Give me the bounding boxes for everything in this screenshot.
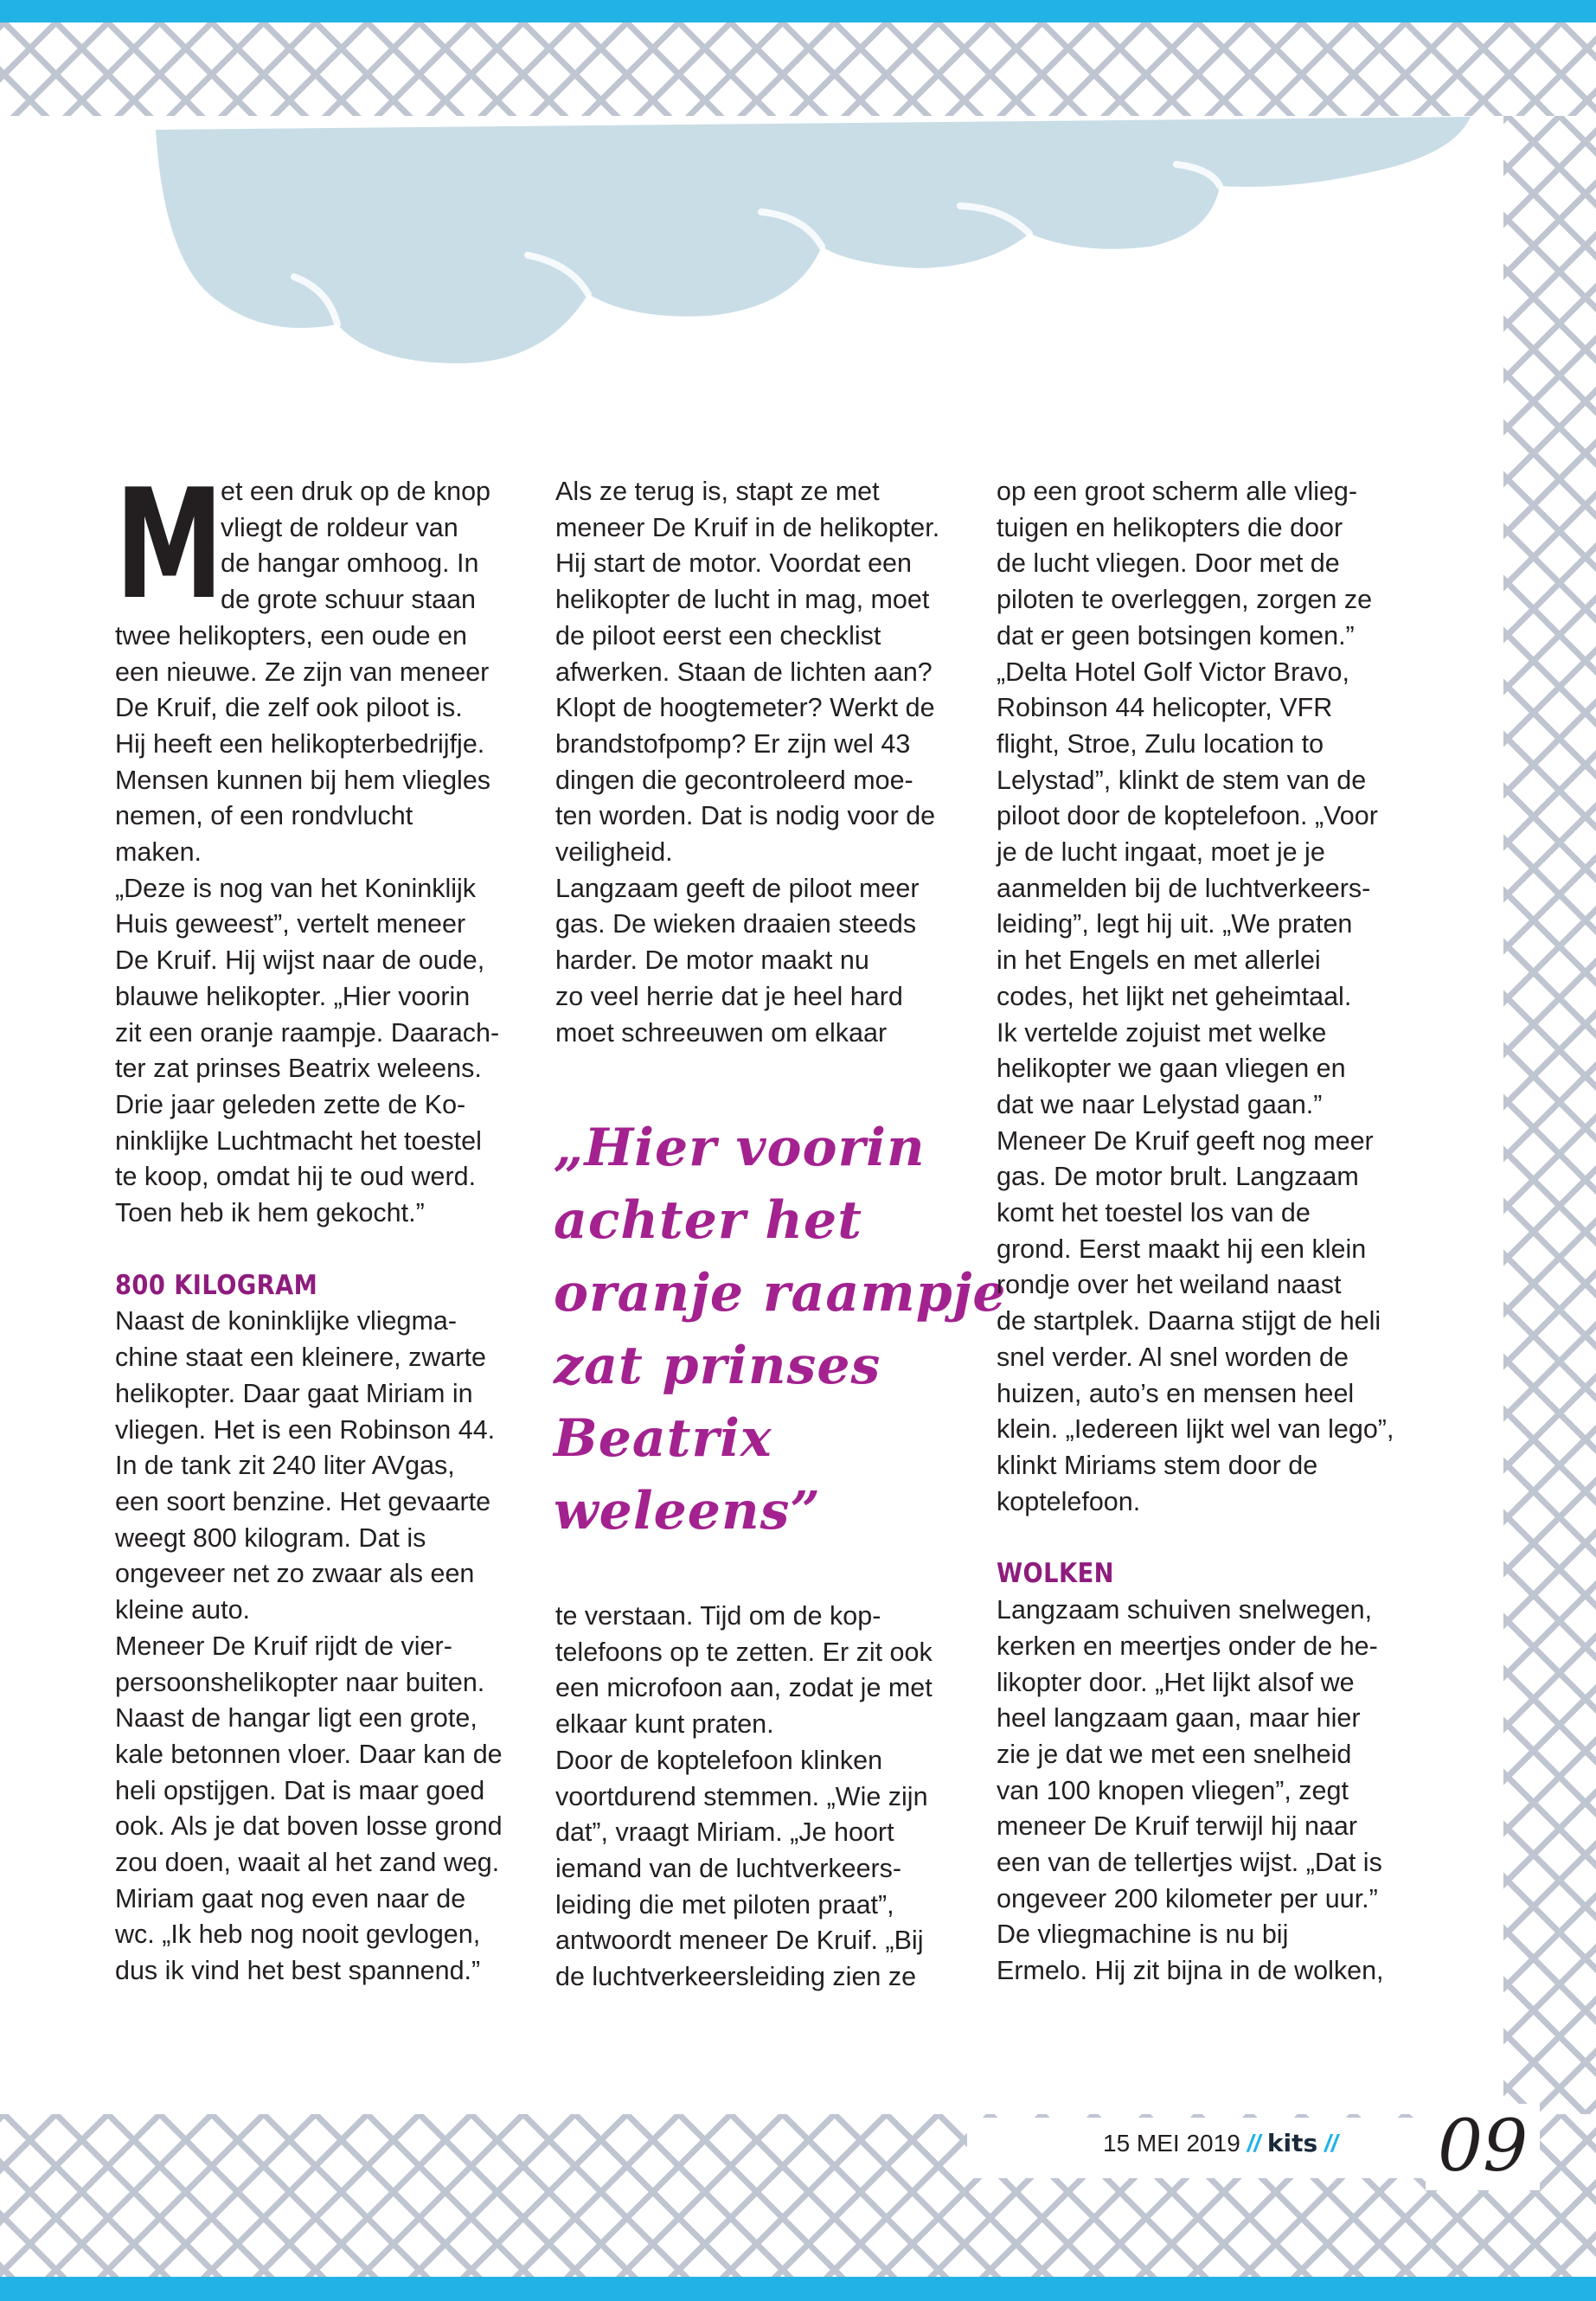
text-line: codes, het lijkt net geheimtaal. [997, 981, 1352, 1011]
text-line: klein. „Iedereen lijkt wel van lego”, [997, 1414, 1394, 1445]
text-line: Robinson 44 helicopter, VFR [997, 693, 1333, 723]
magazine-brand: kits [1266, 2129, 1318, 2157]
text-line: meneer De Kruif terwijl hij naar [997, 1811, 1357, 1842]
text-line: zie je dat we met een snelheid [997, 1739, 1352, 1769]
pull-quote-line: weleens” [554, 1481, 821, 1541]
text-line: zit een oranje raampje. Daarach- [115, 1017, 500, 1048]
text-line: heel langzaam gaan, maar hier [997, 1703, 1361, 1734]
text-line: vliegen. Het is een Robinson 44. [115, 1414, 496, 1445]
text-line: zou doen, waait al het zand weg. [115, 1848, 500, 1878]
text-line: een nieuwe. Ze zijn van meneer [115, 657, 490, 687]
text-line: flight, Stroe, Zulu location to [997, 728, 1324, 759]
text-line: Hij start de motor. Voordat een [555, 548, 912, 579]
text-line: Ik vertelde zojuist met welke [997, 1017, 1327, 1048]
page-number: 09 [1426, 2104, 1540, 2190]
text-line: persoonshelikopter naar buiten. [115, 1667, 485, 1697]
text-line: rondje over het weiland naast [997, 1270, 1342, 1300]
text-line: kerken en meertjes onder de he- [997, 1631, 1378, 1661]
drop-cap: M [115, 458, 224, 633]
text-line: iemand van de luchtverkeers- [555, 1853, 902, 1883]
text-line: kleine auto. [115, 1595, 250, 1625]
text-line: Meneer De Kruif rijdt de vier- [115, 1631, 452, 1661]
text-line: Hij heeft een helikopterbedrijfje. [115, 728, 485, 759]
text-line: van 100 knopen vliegen”, zegt [997, 1775, 1349, 1805]
text-line: aanmelden bij de luchtverkeers- [997, 873, 1371, 903]
text-line: de luchtverkeersleiding zien ze [555, 1962, 917, 1992]
text-line: Ermelo. Hij zit bijna in de wolken, [997, 1956, 1384, 1986]
text-line: likopter door. „Het lijkt alsof we [997, 1667, 1355, 1697]
text-line: Meneer De Kruif geeft nog meer [997, 1125, 1374, 1156]
text-line: Door de koptelefoon klinken [555, 1745, 883, 1775]
text-line: Als ze terug is, stapt ze met [555, 477, 880, 506]
text-line: de hangar omhoog. In [221, 548, 479, 579]
text-line: weegt 800 kilogram. Dat is [115, 1522, 426, 1553]
text-line: Huis geweest”, vertelt meneer [115, 909, 466, 939]
text-line: koptelefoon. [997, 1486, 1141, 1516]
text-line: De vliegmachine is nu bij [997, 1920, 1289, 1950]
text-line: grond. Eerst maakt hij een klein [997, 1234, 1367, 1264]
text-line: nemen, of een rondvlucht [115, 801, 413, 831]
text-line: Langzaam geeft de piloot meer [555, 873, 920, 903]
text-line: dat”, vraagt Miriam. „Je hoort [555, 1817, 894, 1848]
text-line: vliegt de roldeur van [221, 512, 458, 542]
text-line: je de lucht ingaat, moet je je [997, 837, 1325, 868]
text-line: kale betonnen vloer. Daar kan de [115, 1739, 503, 1769]
text-line: de piloot eerst een checklist [555, 620, 881, 651]
pull-quote-line: zat prinses [554, 1336, 881, 1396]
text-line: Toen heb ik hem gekocht.” [115, 1198, 425, 1228]
text-line: Miriam gaat nog even naar de [115, 1883, 466, 1913]
text-line: een van de tellertjes wijst. „Dat is [997, 1848, 1382, 1878]
text-line: et een druk op de knop [221, 477, 491, 506]
article-column-1 [115, 458, 539, 1990]
text-line: afwerken. Staan de lichten aan? [555, 657, 933, 687]
text-line: klinkt Miriams stem door de [997, 1450, 1318, 1480]
text-line: moet schreeuwen om elkaar [555, 1017, 888, 1048]
text-line: helikopter we gaan vliegen en [997, 1054, 1346, 1084]
text-line: ten worden. Dat is nodig voor de [555, 801, 936, 831]
pull-quote-line: achter het [554, 1190, 862, 1251]
article-column-2-continued [555, 1599, 979, 1996]
text-line: in het Engels en met allerlei [997, 945, 1321, 976]
text-line: De Kruif, die zelf ook piloot is. [115, 693, 463, 723]
cloud-illustration [138, 104, 1488, 381]
text-line: wc. „Ik heb nog nooit gevlogen, [115, 1920, 481, 1950]
top-accent-bar [0, 0, 1596, 22]
subheading-800-kilogram: 800 KILOGRAM [115, 1269, 318, 1301]
bottom-accent-bar [0, 2277, 1596, 2301]
text-line: antwoordt meneer De Kruif. „Bij [555, 1926, 924, 1956]
chevron-border-right [1503, 116, 1596, 2114]
text-line: heli opstijgen. Dat is maar goed [115, 1775, 485, 1805]
text-line: „Deze is nog van het Koninklijk [115, 873, 477, 903]
text-line: De Kruif. Hij wijst naar de oude, [115, 945, 485, 976]
text-line: zo veel herrie dat je heel hard [555, 981, 903, 1011]
text-line: de lucht vliegen. Door met de [997, 548, 1340, 579]
text-line: Naast de koninklijke vliegma- [115, 1306, 457, 1336]
text-line: brandstofpomp? Er zijn wel 43 [555, 728, 911, 759]
text-line: ook. Als je dat boven losse grond [115, 1811, 503, 1842]
chevron-border-top [0, 22, 1596, 116]
text-line: snel verder. Al snel worden de [997, 1342, 1349, 1372]
pull-quote-line: oranje raampje [554, 1263, 1007, 1324]
text-line: ninklijke Luchtmacht het toestel [115, 1125, 482, 1156]
text-line: op een groot scherm alle vlieg- [997, 477, 1358, 506]
text-line: Lelystad”, klinkt de stem van de [997, 765, 1367, 795]
text-line: te verstaan. Tijd om de kop- [555, 1601, 881, 1631]
text-line: Naast de hangar ligt een grote, [115, 1703, 478, 1734]
text-line: dingen die gecontroleerd moe- [555, 765, 913, 795]
text-line: de grote schuur staan [221, 585, 477, 615]
subheading-wolken: WOLKEN [997, 1558, 1114, 1590]
text-line: helikopter de lucht in mag, moet [555, 585, 930, 615]
pull-quote-line: Beatrix [554, 1408, 772, 1469]
text-line: een soort benzine. Het gevaarte [115, 1486, 491, 1516]
text-line: piloten te overleggen, zorgen ze [997, 585, 1373, 615]
text-line: Langzaam schuiven snelwegen, [997, 1595, 1373, 1625]
text-line: ter zat prinses Beatrix weleens. [115, 1054, 482, 1084]
text-line: dat er geen botsingen komen.” [997, 620, 1355, 651]
text-line: In de tank zit 240 liter AVgas, [115, 1451, 455, 1481]
footer-separator: // [1324, 2130, 1338, 2157]
page-footer [1103, 2126, 1338, 2161]
text-line: te koop, omdat hij te oud werd. [115, 1162, 477, 1192]
text-line: huizen, auto’s en mensen heel [997, 1378, 1355, 1408]
text-line: gas. De wieken draaien steeds [555, 909, 917, 939]
text-line: dus ik vind het best spannend.” [115, 1956, 481, 1986]
text-line: een microfoon aan, zodat je met [555, 1673, 933, 1703]
text-line: chine staat een kleinere, zwarte [115, 1343, 486, 1373]
text-line: tuigen en helikopters die door [997, 512, 1343, 542]
footer-separator: // [1247, 2130, 1261, 2157]
text-line: blauwe helikopter. „Hier voorin [115, 981, 471, 1011]
text-line: twee helikopters, een oude en [115, 620, 467, 651]
text-line: ongeveer 200 kilometer per uur.” [997, 1883, 1378, 1913]
text-line: Drie jaar geleden zette de Ko- [115, 1089, 466, 1119]
text-line: voortdurend stemmen. „Wie zijn [555, 1781, 928, 1811]
article-column-3 [997, 474, 1420, 1990]
text-line: leiding”, legt hij uit. „We praten [997, 909, 1353, 939]
issue-date: 15 MEI 2019 [1103, 2130, 1240, 2157]
text-line: komt het toestel los van de [997, 1198, 1311, 1228]
text-line: leiding die met piloten praat”, [555, 1889, 894, 1920]
text-line: elkaar kunt praten. [555, 1709, 774, 1740]
text-line: Mensen kunnen bij hem vliegles [115, 765, 491, 795]
text-line: piloot door de koptelefoon. „Voor [997, 801, 1378, 831]
text-line: maken. [115, 837, 202, 868]
text-line: telefoons op te zetten. Er zit ook [555, 1637, 933, 1667]
text-line: ongeveer net zo zwaar als een [115, 1559, 475, 1589]
text-line: gas. De motor brult. Langzaam [997, 1162, 1359, 1192]
text-line: „Delta Hotel Golf Victor Bravo, [997, 657, 1349, 687]
text-line: helikopter. Daar gaat Miriam in [115, 1378, 473, 1408]
text-line: dat we naar Lelystad gaan.” [997, 1089, 1323, 1119]
text-line: harder. De motor maakt nu [555, 945, 869, 976]
text-line: Klopt de hoogtemeter? Werkt de [555, 693, 935, 723]
pull-quote-line: „Hier voorin [554, 1118, 926, 1178]
text-line: meneer De Kruif in de helikopter. [555, 512, 940, 542]
text-line: veiligheid. [555, 837, 673, 868]
article-column-2 [555, 474, 979, 1051]
pull-quote [554, 1112, 1007, 1548]
text-line: de startplek. Daarna stijgt de heli [997, 1306, 1381, 1336]
